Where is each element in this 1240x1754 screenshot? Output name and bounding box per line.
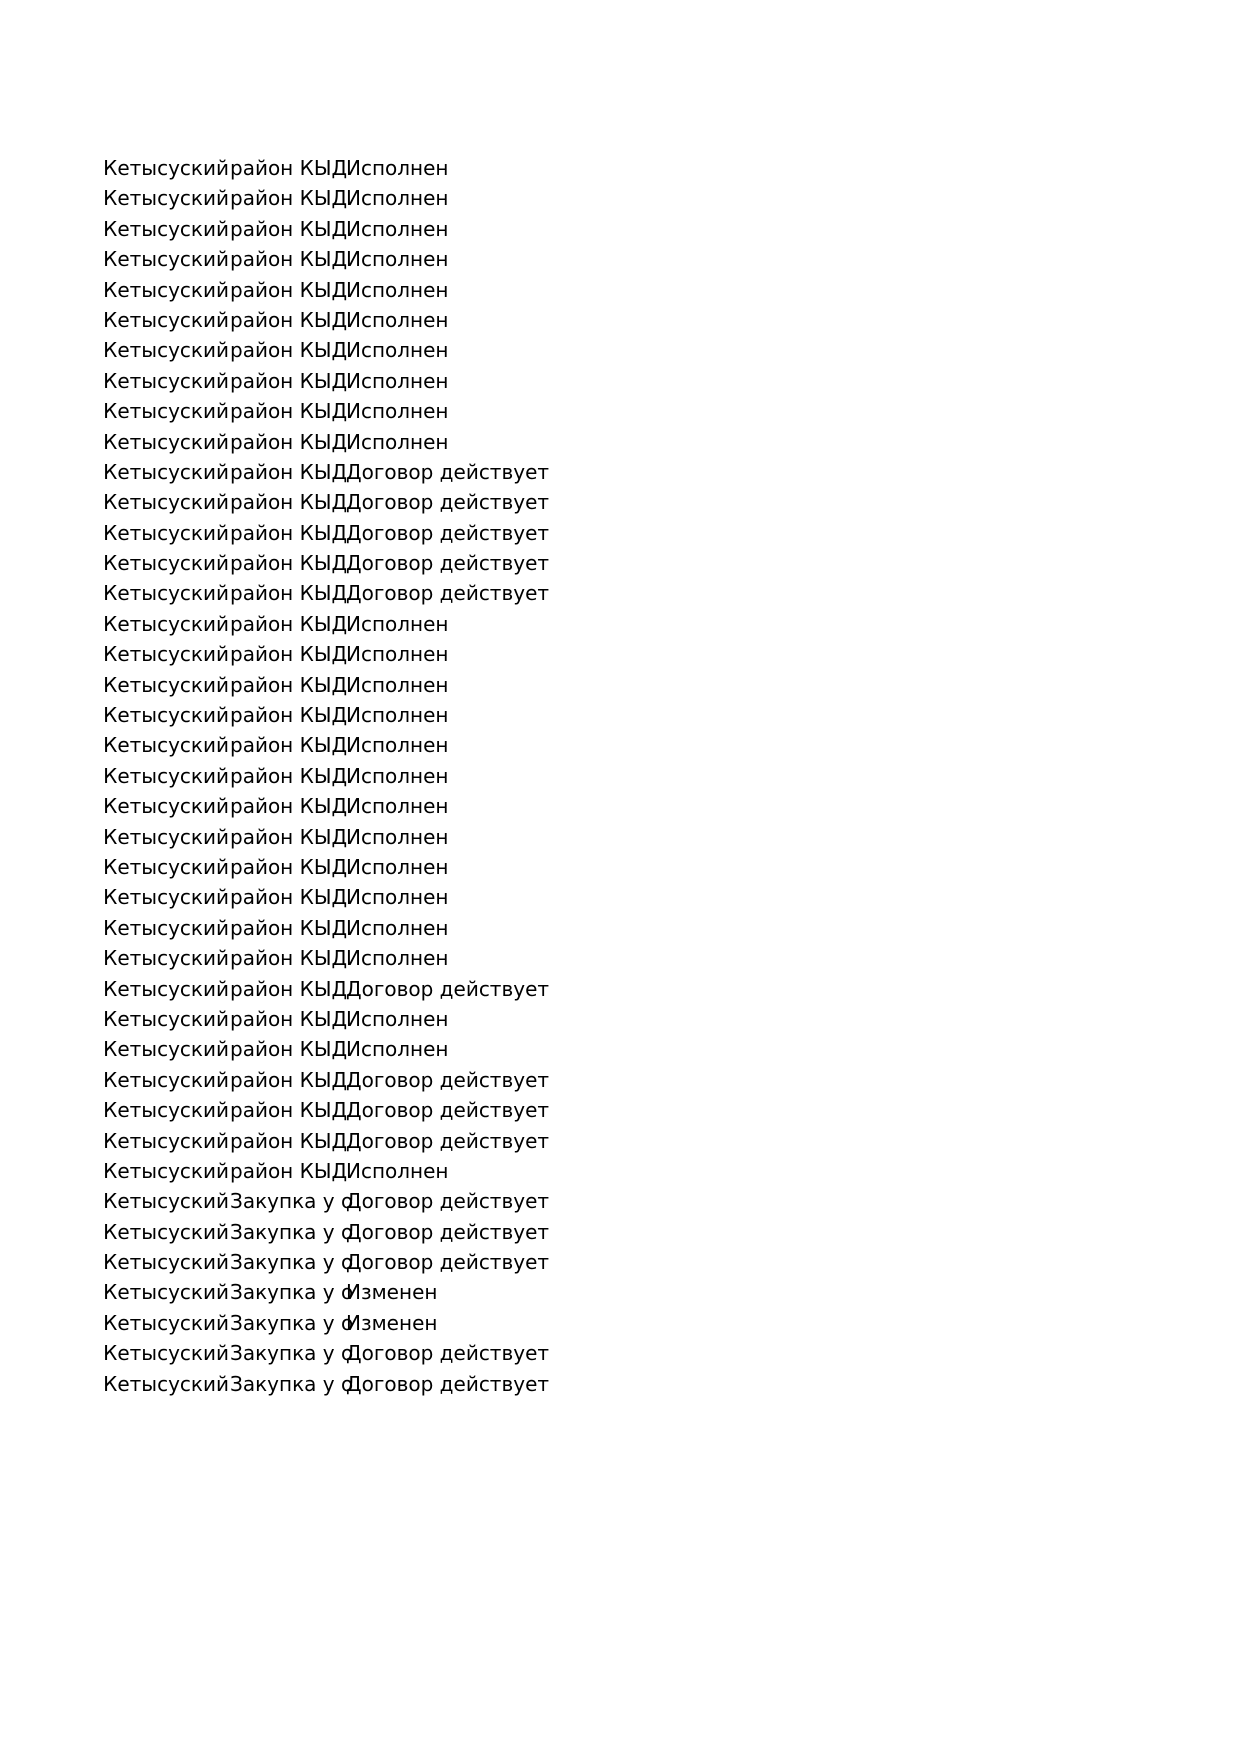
cell-district-text: Кетысуский <box>103 733 229 758</box>
cell-district-text: Кетысуский <box>103 277 229 302</box>
cell-district-text: Кетысуский <box>103 429 229 454</box>
cell-district <box>103 1277 229 1307</box>
cell-status: Исполнен <box>346 1006 449 1031</box>
cell-status: Исполнен <box>346 368 449 393</box>
cell-district <box>103 457 229 487</box>
cell-district-text: Кетысуский <box>103 490 229 515</box>
cell-purchase-text: район КЫД <box>230 581 348 606</box>
cell-district <box>103 639 229 669</box>
cell-status: Договор действует <box>346 1067 550 1092</box>
cell-district <box>103 1156 229 1186</box>
cell-district-text: Кетысуский <box>103 703 229 728</box>
cell-purchase-text: Закупка у о <box>230 1219 354 1244</box>
cell-district <box>103 518 229 548</box>
cell-purchase-text: район КЫД <box>230 854 348 879</box>
cell-status: Исполнен <box>346 915 449 940</box>
cell-purchase-text: Закупка у о <box>230 1280 354 1305</box>
cell-status: Договор действует <box>346 459 550 484</box>
cell-purchase-text: район КЫД <box>230 1006 348 1031</box>
cell-district-text: Кетысуский <box>103 581 229 606</box>
cell-district-text: Кетысуский <box>103 1098 229 1123</box>
cell-district <box>103 214 229 244</box>
cell-status: Исполнен <box>346 703 449 728</box>
cell-district <box>103 427 229 457</box>
cell-purchase-text: район КЫД <box>230 1037 348 1062</box>
cell-district-text: Кетысуский <box>103 763 229 788</box>
cell-district <box>103 1338 229 1368</box>
cell-status: Исполнен <box>346 794 449 819</box>
cell-status: Изменен <box>346 1280 438 1305</box>
cell-status: Исполнен <box>346 611 449 636</box>
cell-district <box>103 1065 229 1095</box>
cell-district <box>103 852 229 882</box>
cell-district <box>103 1369 229 1399</box>
cell-district-text: Кетысуский <box>103 824 229 849</box>
cell-district-text: Кетысуский <box>103 1280 229 1305</box>
cell-status: Договор действует <box>346 520 550 545</box>
cell-district-text: Кетысуский <box>103 1067 229 1092</box>
cell-purchase-text: район КЫД <box>230 946 348 971</box>
cell-district <box>103 700 229 730</box>
cell-status: Исполнен <box>346 216 449 241</box>
cell-district-text: Кетысуский <box>103 1219 229 1244</box>
cell-purchase-text: район КЫД <box>230 915 348 940</box>
cell-district-text: Кетысуский <box>103 551 229 576</box>
cell-district-text: Кетысуский <box>103 1341 229 1366</box>
cell-district-text: Кетысуский <box>103 611 229 636</box>
cell-purchase-text: район КЫД <box>230 1128 348 1153</box>
cell-district-text: Кетысуский <box>103 216 229 241</box>
cell-district-text: Кетысуский <box>103 368 229 393</box>
cell-district-text: Кетысуский <box>103 399 229 424</box>
cell-district-text: Кетысуский <box>103 1310 229 1335</box>
cell-district-text: Кетысуский <box>103 186 229 211</box>
cell-district <box>103 1004 229 1034</box>
cell-purchase-text: район КЫД <box>230 247 348 272</box>
cell-district-text: Кетысуский <box>103 459 229 484</box>
cell-district <box>103 761 229 791</box>
cell-district <box>103 822 229 852</box>
cell-district-text: Кетысуский <box>103 672 229 697</box>
cell-district-text: Кетысуский <box>103 1037 229 1062</box>
cell-district <box>103 578 229 608</box>
cell-purchase-text: район КЫД <box>230 520 348 545</box>
cell-purchase-text: район КЫД <box>230 642 348 667</box>
cell-district <box>103 670 229 700</box>
cell-status: Договор действует <box>346 1189 550 1214</box>
cell-district-text: Кетысуский <box>103 1371 229 1396</box>
cell-district-text: Кетысуский <box>103 794 229 819</box>
cell-district <box>103 943 229 973</box>
cell-status: Договор действует <box>346 1250 550 1275</box>
cell-district-text: Кетысуский <box>103 338 229 363</box>
cell-purchase-text: район КЫД <box>230 338 348 363</box>
cell-district <box>103 305 229 335</box>
cell-status: Договор действует <box>346 1371 550 1396</box>
cell-purchase-text: район КЫД <box>230 368 348 393</box>
cell-district <box>103 487 229 517</box>
cell-status: Исполнен <box>346 247 449 272</box>
cell-status: Договор действует <box>346 581 550 606</box>
cell-district <box>103 1217 229 1247</box>
cell-district <box>103 882 229 912</box>
cell-district-text: Кетысуский <box>103 1128 229 1153</box>
cell-purchase-text: район КЫД <box>230 307 348 332</box>
cell-purchase-text: Закупка у о <box>230 1310 354 1335</box>
cell-district <box>103 1308 229 1338</box>
cell-purchase-text: район КЫД <box>230 1067 348 1092</box>
cell-status: Исполнен <box>346 1158 449 1183</box>
cell-purchase-text: район КЫД <box>230 277 348 302</box>
cell-district <box>103 366 229 396</box>
cell-district-text: Кетысуский <box>103 1189 229 1214</box>
cell-status: Договор действует <box>346 1341 550 1366</box>
cell-status: Исполнен <box>346 1037 449 1062</box>
cell-district <box>103 153 229 183</box>
cell-district <box>103 335 229 365</box>
cell-district-text: Кетысуский <box>103 946 229 971</box>
cell-purchase-text: район КЫД <box>230 1098 348 1123</box>
cell-status: Исполнен <box>346 763 449 788</box>
cell-status: Договор действует <box>346 490 550 515</box>
cell-purchase-text: район КЫД <box>230 490 348 515</box>
cell-status: Исполнен <box>346 733 449 758</box>
cell-district <box>103 1095 229 1125</box>
cell-purchase-text: район КЫД <box>230 429 348 454</box>
cell-status: Исполнен <box>346 642 449 667</box>
cell-purchase-text: район КЫД <box>230 824 348 849</box>
cell-purchase-text: район КЫД <box>230 885 348 910</box>
cell-status: Исполнен <box>346 186 449 211</box>
cell-status: Договор действует <box>346 551 550 576</box>
cell-status: Исполнен <box>346 338 449 363</box>
cell-district-text: Кетысуский <box>103 247 229 272</box>
cell-district-text: Кетысуский <box>103 915 229 940</box>
cell-district <box>103 548 229 578</box>
cell-district <box>103 913 229 943</box>
cell-purchase-text: район КЫД <box>230 399 348 424</box>
cell-status: Изменен <box>346 1310 438 1335</box>
cell-status: Исполнен <box>346 854 449 879</box>
cell-purchase-text: район КЫД <box>230 794 348 819</box>
cell-purchase-text: район КЫД <box>230 976 348 1001</box>
cell-district-text: Кетысуский <box>103 1158 229 1183</box>
cell-district <box>103 183 229 213</box>
cell-district <box>103 396 229 426</box>
cell-district-text: Кетысуский <box>103 642 229 667</box>
cell-purchase-text: Закупка у о <box>230 1189 354 1214</box>
cell-district <box>103 1247 229 1277</box>
cell-district-text: Кетысуский <box>103 156 229 180</box>
cell-status: Исполнен <box>346 399 449 424</box>
cell-district <box>103 974 229 1004</box>
cell-district <box>103 791 229 821</box>
cell-district <box>103 1034 229 1064</box>
cell-district <box>103 730 229 760</box>
cell-district-text: Кетысуский <box>103 1006 229 1031</box>
cell-purchase-text: район КЫД <box>230 763 348 788</box>
cell-district-text: Кетысуский <box>103 307 229 332</box>
cell-status: Исполнен <box>346 429 449 454</box>
cell-status: Исполнен <box>346 946 449 971</box>
cell-purchase-text: район КЫД <box>230 703 348 728</box>
cell-purchase-text: Закупка у о <box>230 1371 354 1396</box>
cell-purchase-text: Закупка у о <box>230 1250 354 1275</box>
cell-district <box>103 244 229 274</box>
cell-purchase-text: район КЫД <box>230 551 348 576</box>
cell-district-text: Кетысуский <box>103 854 229 879</box>
cell-status: Исполнен <box>346 824 449 849</box>
cell-status: Исполнен <box>346 672 449 697</box>
cell-district-text: Кетысуский <box>103 885 229 910</box>
cell-status: Исполнен <box>346 156 449 180</box>
cell-status: Исполнен <box>346 307 449 332</box>
cell-district <box>103 1186 229 1216</box>
cell-status: Исполнен <box>346 885 449 910</box>
cell-district-text: Кетысуский <box>103 1250 229 1275</box>
cell-purchase-text: район КЫД <box>230 1158 348 1183</box>
cell-district <box>103 275 229 305</box>
cell-purchase-text: район КЫД <box>230 186 348 211</box>
cell-district <box>103 609 229 639</box>
cell-status: Договор действует <box>346 1098 550 1123</box>
cell-purchase-text: район КЫД <box>230 672 348 697</box>
cell-district-text: Кетысуский <box>103 976 229 1001</box>
cell-status: Договор действует <box>346 976 550 1001</box>
cell-status: Договор действует <box>346 1128 550 1153</box>
cell-purchase-text: район КЫД <box>230 156 348 180</box>
cell-purchase-text: район КЫД <box>230 611 348 636</box>
cell-purchase-text: район КЫД <box>230 459 348 484</box>
cell-purchase-text: Закупка у о <box>230 1341 354 1366</box>
cell-status: Исполнен <box>346 277 449 302</box>
cell-district-text: Кетысуский <box>103 520 229 545</box>
cell-status: Договор действует <box>346 1219 550 1244</box>
cell-purchase-text: район КЫД <box>230 733 348 758</box>
cell-purchase-text: район КЫД <box>230 216 348 241</box>
cell-district <box>103 1126 229 1156</box>
